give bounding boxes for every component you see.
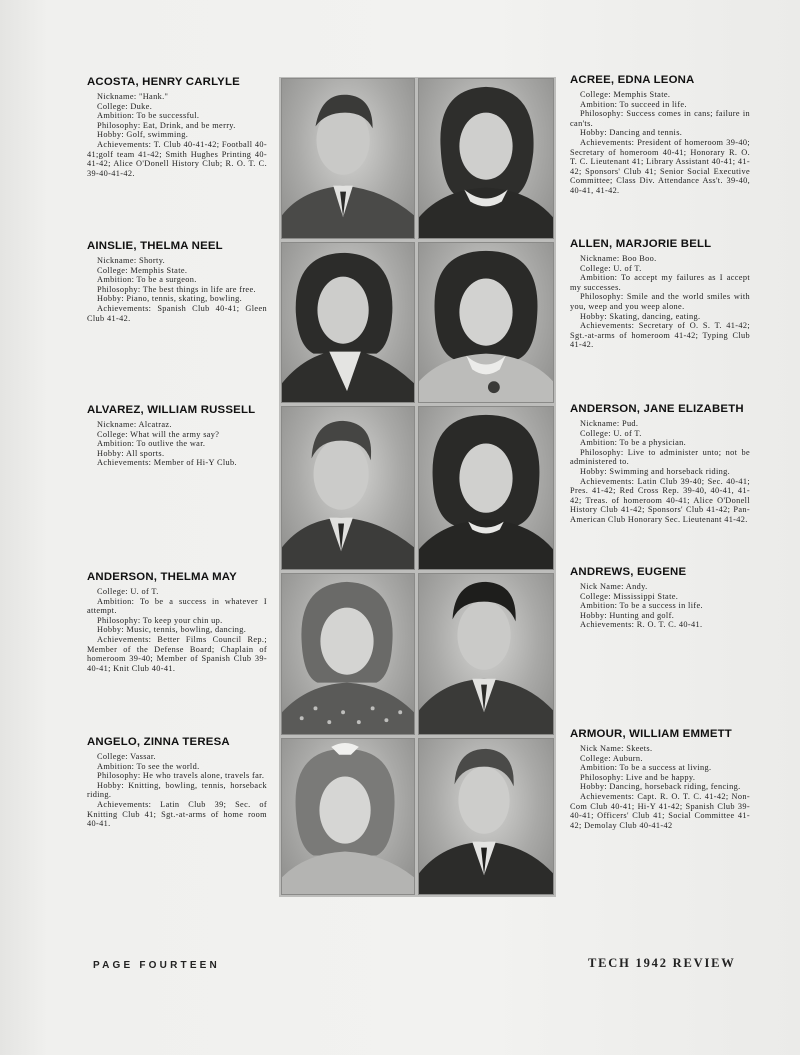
entry-line: College: U. of T. <box>97 587 159 596</box>
entry-line: Nick Name: Skeets. <box>580 744 653 753</box>
portrait-anderson-jane <box>418 406 554 570</box>
entry-line: College: U. of T. <box>580 263 642 273</box>
entry-line: College: Memphis State. <box>97 265 188 275</box>
entry-armour <box>570 728 750 830</box>
entry-anderson-jane <box>570 403 750 525</box>
person-icon <box>419 574 553 734</box>
portrait-anderson-thelma <box>281 573 415 735</box>
book-title: TECH 1942 REVIEW <box>588 956 736 970</box>
entry-line: Ambition: To be successful. <box>97 111 200 121</box>
person-icon <box>282 407 414 569</box>
entry-ainslie <box>87 240 267 323</box>
entry-alvarez <box>87 404 267 468</box>
person-icon <box>282 243 414 402</box>
entry-line: Achievements: Member of Hi-Y Club. <box>97 458 237 468</box>
person-icon <box>282 574 414 734</box>
person-icon <box>282 79 414 238</box>
entry-line: Ambition: To be a physician. <box>580 438 687 448</box>
portrait-angelo <box>281 738 415 895</box>
person-icon <box>419 79 553 238</box>
entry-anderson-thelma <box>87 571 267 673</box>
entry-line: Hobby: Swimming and horseback riding. <box>580 466 731 476</box>
person-icon <box>282 739 414 894</box>
entry-line: Achievements: Latin Club 39; Sec. of Knitting Club 41; Sgt.-at-arms of home room 40-41. <box>87 799 267 829</box>
entry-line: Achievements: Capt. R. O. T. C. 41-42; Non-Com Club 40-41; Hi-Y 41-42; Spanish Club 39-40-41; Officers' Club 41; Social Committee 41-42; Demolay Club 40-41-42 <box>570 791 750 830</box>
portrait-allen <box>418 242 554 403</box>
entry-line: Nickname: Boo Boo. <box>580 254 657 263</box>
entry-acree <box>570 74 750 196</box>
entry-line: Philosophy: The best things in life are free. <box>97 284 256 294</box>
portrait-armour <box>418 738 554 895</box>
entry-line: Ambition: To see the world. <box>97 761 200 771</box>
entry-acosta <box>87 76 267 178</box>
entry-line: Hobby: Dancing and tennis. <box>580 128 683 138</box>
entry-line: Nickname: Alcatraz. <box>97 420 172 429</box>
person-icon <box>419 739 553 894</box>
person-icon <box>419 243 553 402</box>
portrait-alvarez <box>281 406 415 570</box>
entry-line: Ambition: To be a success in life. <box>580 601 703 611</box>
portrait-acree <box>418 78 554 239</box>
entry-line: Achievements: Spanish Club 40-41; Gleen Club 41-42. <box>87 303 267 323</box>
entry-line: Philosophy: Live to administer unto; not be administered to. <box>570 447 750 467</box>
entry-line: College: Vassar. <box>97 752 156 761</box>
entry-line: College: What will the army say? <box>97 429 220 439</box>
entry-line: Philosophy: He who travels alone, travels far. <box>97 771 265 781</box>
entry-line: Ambition: To accept my failures as I accept my successes. <box>570 273 750 292</box>
entry-line: Philosophy: Eat, Drink, and be merry. <box>97 120 236 130</box>
entry-line: Hobby: Hunting and golf. <box>580 610 675 620</box>
student-name: ANDERSON, JANE ELIZABETH <box>570 403 744 415</box>
entry-line: Philosophy: Smile and the world smiles with you, weep and you weep alone. <box>570 292 750 311</box>
entry-line: Hobby: Piano, tennis, skating, bowling. <box>97 294 243 304</box>
student-name: ACOSTA, HENRY CARLYLE <box>87 76 240 88</box>
entry-line: Achievements: Better Films Council Rep.; Member of the Defense Board; Chaplain of homeroom 39-40; Member of Spanish Club 39-40-41; Knit Club 40-41. <box>87 634 267 673</box>
entry-allen <box>570 238 750 350</box>
entry-line: College: Mississippi State. <box>580 591 679 601</box>
entry-angelo <box>87 736 267 829</box>
student-name: ANGELO, ZINNA TERESA <box>87 736 230 748</box>
entry-line: College: Duke. <box>97 101 153 111</box>
entry-line: Hobby: All sports. <box>97 448 165 458</box>
entry-line: Ambition: To succeed in life. <box>580 99 687 109</box>
entry-line: Achievements: President of homeroom 39-40; Secretary of homeroom 40-41; Honorary R. O. T. C. Lieutenant 41; Library Assistant 40-41; 41-42; Sponsors' Club 41; Senior Social Executive Committee; Class Div. Attendance Ass't. 39-40, 40-41, 41-42. <box>570 137 750 195</box>
entry-line: Ambition: To be a success at living. <box>580 763 712 773</box>
entry-line: Nickname: "Hank." <box>97 92 169 101</box>
entry-line: Ambition: To be a surgeon. <box>97 275 197 285</box>
entry-line: Achievements: Secretary of O. S. T. 41-42; Sgt.-at-arms of homeroom 41-42; Typing Club 41-42. <box>570 321 750 350</box>
entry-line: Hobby: Dancing, horseback riding, fencing. <box>580 782 741 792</box>
entry-line: Hobby: Golf, swimming. <box>97 130 189 140</box>
entry-line: Achievements: Latin Club 39-40; Sec. 40-41; Pres. 41-42; Red Cross Rep. 39-40, 40-41, 41-42; Treas. of homeroom 40-41; Alice O'Donell History Club 41-42; Sponsors' Club 41-42; Pan-American Club Honorary Sec. Lieutenant 41-42. <box>570 476 750 524</box>
student-name: ALLEN, MARJORIE BELL <box>570 238 712 250</box>
entry-line: Hobby: Music, tennis, bowling, dancing. <box>97 625 247 635</box>
entry-line: Nickname: Pud. <box>580 419 639 428</box>
student-name: ARMOUR, WILLIAM EMMETT <box>570 728 732 740</box>
entry-line: College: U. of T. <box>580 428 642 438</box>
entry-line: Philosophy: To keep your chin up. <box>97 615 223 625</box>
entry-line: Achievements: T. Club 40-41-42; Football 40-41;golf team 41-42; Smith Hughes Printing 40-41-42; Alice O'Donell History Club; R. O. T. C. 39-40-41-42. <box>87 139 267 178</box>
student-name: ACREE, EDNA LEONA <box>570 74 695 86</box>
entry-line: Philosophy: Live and be happy. <box>580 772 696 782</box>
entry-line: Ambition: To be a success in whatever I attempt. <box>87 596 267 616</box>
portrait-acosta <box>281 78 415 239</box>
entry-andrews <box>570 566 750 630</box>
portrait-andrews <box>418 573 554 735</box>
person-icon <box>419 407 553 569</box>
page-number: PAGE FOURTEEN <box>93 960 220 971</box>
entry-line: Philosophy: Success comes in cans; failure in can'ts. <box>570 109 750 128</box>
entry-line: Nick Name: Andy. <box>580 582 648 591</box>
student-name: ANDERSON, THELMA MAY <box>87 571 237 583</box>
entry-line: Hobby: Skating, dancing, eating. <box>580 311 701 321</box>
entry-line: Ambition: To outlive the war. <box>97 439 206 449</box>
entry-line: College: Memphis State. <box>580 90 671 99</box>
student-name: ALVAREZ, WILLIAM RUSSELL <box>87 404 256 416</box>
student-name: ANDREWS, EUGENE <box>570 566 687 578</box>
portrait-ainslie <box>281 242 415 403</box>
entry-line: Nickname: Shorty. <box>97 256 166 265</box>
portrait-grid <box>279 77 556 897</box>
entry-line: Hobby: Knitting, bowling, tennis, horseback riding. <box>87 780 267 800</box>
student-name: AINSLIE, THELMA NEEL <box>87 240 223 252</box>
entry-line: Achievements: R. O. T. C. 40-41. <box>580 620 703 630</box>
entry-line: College: Auburn. <box>580 753 643 763</box>
